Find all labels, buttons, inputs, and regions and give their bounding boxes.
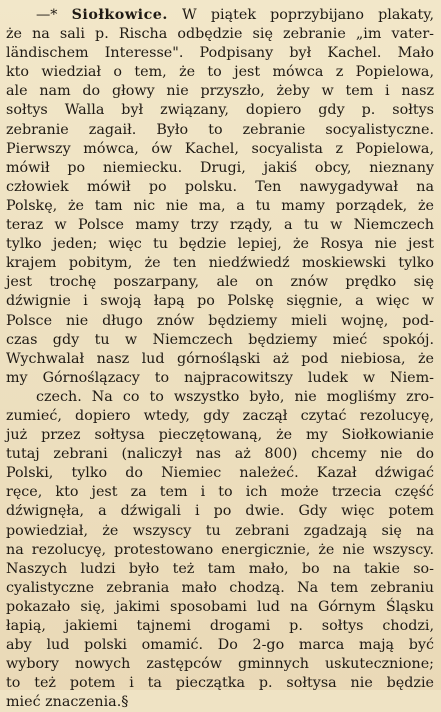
article-line: aby lud polski omamić. Do 2-go marca mają być bbox=[6, 637, 434, 654]
article-line: ale nam do głowy nie przyszło, żeby w tem i nasz bbox=[6, 83, 434, 100]
article-line: jest trochę poszarpany, ale on znów prędko się bbox=[6, 274, 434, 291]
article-dash: —* bbox=[36, 7, 58, 23]
article-line: ręce, kto jest za tem i to ich może trzecia część bbox=[6, 484, 434, 501]
article-line: Pierwszy mówca, ów Kachel, socyalista z Popielowa, bbox=[6, 140, 434, 157]
article-line: zebranie zagaił. Było to zebranie socyalistyczne. bbox=[6, 121, 434, 138]
article-line: ländischem Interesse". Podpisany był Kachel. Mało bbox=[6, 45, 434, 62]
article-first-line bbox=[6, 6, 434, 25]
article-line: sołtys Walla był związany, dopiero gdy p. sołtys bbox=[6, 102, 434, 119]
article-line: Polskę, że tam nic nie ma, a tu mamy porządek, że bbox=[6, 197, 434, 214]
article-line: teraz w Polsce mamy trzy rządy, a tu w Niemczech bbox=[6, 217, 434, 234]
article-line: że na sali p. Rischa odbędzie się zebranie „im vater- bbox=[6, 26, 434, 43]
article-line: zumieć, dopiero wtedy, gdy zaczął czytać rezolucyę, bbox=[6, 407, 434, 424]
article-line: wybory nowych zastępców gminnych uskutecznione; bbox=[6, 656, 434, 673]
article-line: krajem pobitym, że ten niedźwiedź moskiewski tylko bbox=[6, 255, 434, 272]
article-line: mówił po niemiecku. Drugi, jakiś obcy, nieznany bbox=[6, 159, 434, 176]
article-line: powiedział, że wszyscy tu zebrani zgadzają się na bbox=[6, 522, 434, 539]
news-article bbox=[6, 6, 434, 712]
article-line: kto wiedział o tem, że to jest mówca z Popielowa, bbox=[6, 64, 434, 81]
article-line: już przez sołtysa pieczętowaną, że my Siołkowianie bbox=[6, 427, 434, 444]
article-line: dźwignie i swoją łapą po Polskę sięgnie, a więc w bbox=[6, 293, 434, 310]
article-line: Polsce nie długo znów będziemy mieli wojnę, pod- bbox=[6, 312, 434, 329]
article-heading: Siołkowice. bbox=[71, 7, 168, 23]
article-line: Polski, tylko do Niemiec należeć. Kazał dźwigać bbox=[6, 465, 434, 482]
article-line: cyalistyczne zebrania mało chodzą. Na tem zebraniu bbox=[6, 579, 434, 596]
article-line: Wychwalał nasz lud górnośląski aż pod niebiosa, że bbox=[6, 350, 434, 367]
article-line: czas gdy tu w Niemczech będziemy mieć spokój. bbox=[6, 331, 434, 348]
article-line: łapią, jakiemi tajnemi drogami p. sołtys chodzi, bbox=[6, 618, 434, 634]
article-line: tylko jeden; więc tu będzie lepiej, że Rosya nie jest bbox=[6, 236, 434, 253]
article-line: pokazało się, jakimi sposobami lud na Górnym Śląsku bbox=[6, 598, 434, 615]
article-line: tutaj zebrani (naliczył nas aż 800) chcemy nie do bbox=[6, 446, 434, 463]
article-line: czech. Na co to wszystko było, nie mogliśmy zro- bbox=[36, 388, 434, 405]
article-line: Naszych ludzi było też tam mało, bo na takie so- bbox=[6, 560, 434, 577]
article-line: to też potem i ta pieczątka p. sołtysa nie będzie bbox=[6, 675, 434, 692]
article-line: człowiek mówił po polsku. Ten nawygadywał na bbox=[6, 178, 434, 195]
article-line: dźwignęła, a dźwigali i po dwie. Gdy więc potem bbox=[6, 503, 434, 520]
article-line: my Górnoślązacy to najpracowitszy ludek w Niem- bbox=[6, 369, 434, 386]
article-line: mieć znaczenia.§ bbox=[6, 694, 129, 711]
article-line: na rezolucyę, protestowano energicznie, że nie wszyscy. bbox=[6, 541, 434, 558]
article-line: W piątek poprzybijano plakaty, bbox=[182, 7, 435, 23]
